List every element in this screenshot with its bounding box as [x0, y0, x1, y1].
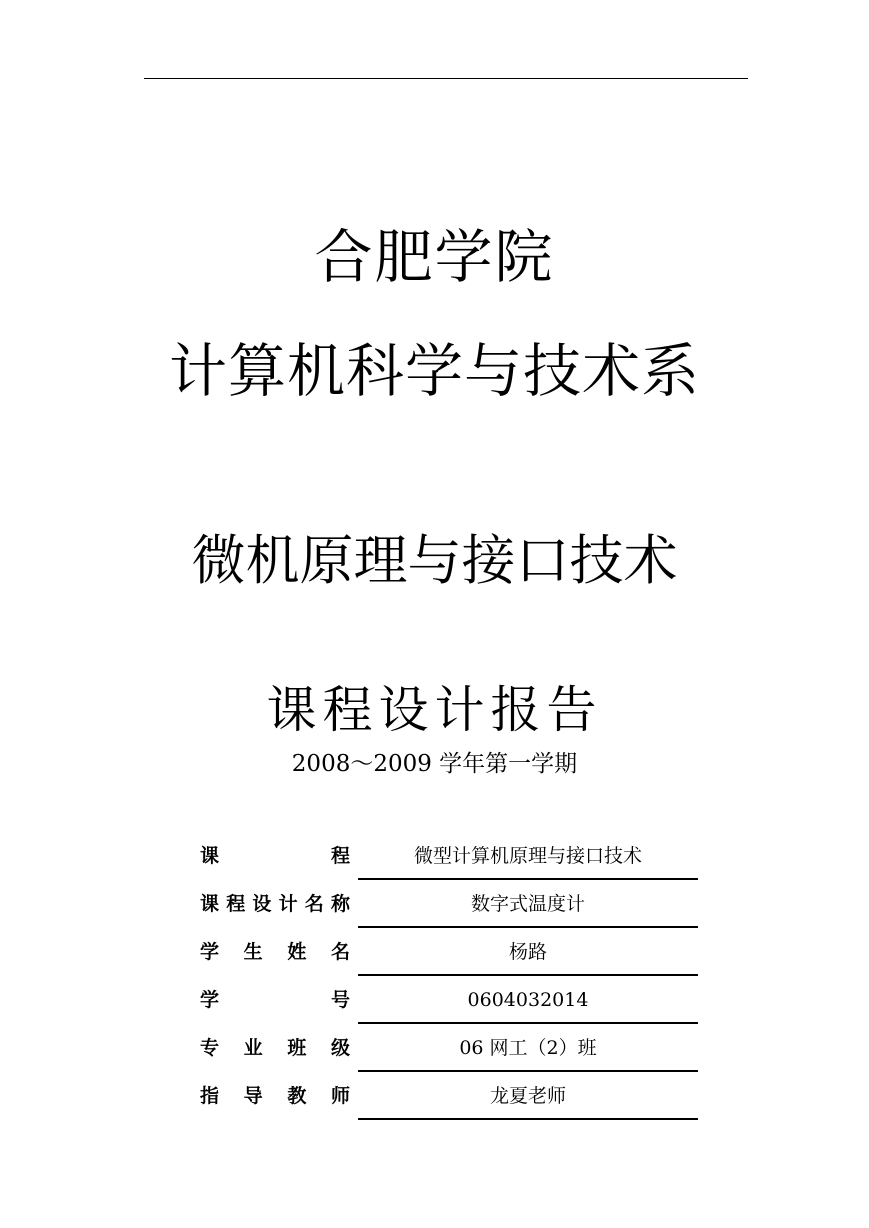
info-value: 数字式温度计 — [470, 893, 585, 915]
info-label: 指导教师 — [200, 1085, 350, 1107]
department-name: 计算机科学与技术系 — [168, 337, 700, 405]
info-row-design-name — [200, 880, 700, 928]
school-name: 合肥学院 — [314, 223, 555, 291]
header-rule — [144, 78, 748, 79]
info-label: 学生姓名 — [200, 941, 350, 963]
underline — [358, 1118, 698, 1120]
info-label: 专业班级 — [200, 1037, 350, 1059]
info-label: 课程设计名称 — [200, 893, 350, 915]
info-row-class — [200, 1024, 700, 1072]
info-row-course — [200, 832, 700, 880]
info-table — [200, 832, 700, 1120]
academic-term: 2008～2009 学年第一学期 — [291, 751, 578, 777]
info-label: 学号 — [200, 989, 350, 1011]
info-row-student-id — [200, 976, 700, 1024]
course-title: 微机原理与接口技术 — [191, 529, 678, 592]
info-value: 龙夏老师 — [489, 1085, 566, 1107]
info-value: 微型计算机原理与接口技术 — [413, 845, 642, 867]
info-value: 06 网工（2）班 — [459, 1037, 597, 1059]
info-label: 课程 — [200, 845, 350, 867]
report-title: 课程设计报告 — [266, 681, 603, 739]
info-value: 杨路 — [508, 941, 547, 963]
info-row-advisor — [200, 1072, 700, 1120]
info-value: 0604032014 — [467, 989, 589, 1011]
info-row-student-name — [200, 928, 700, 976]
